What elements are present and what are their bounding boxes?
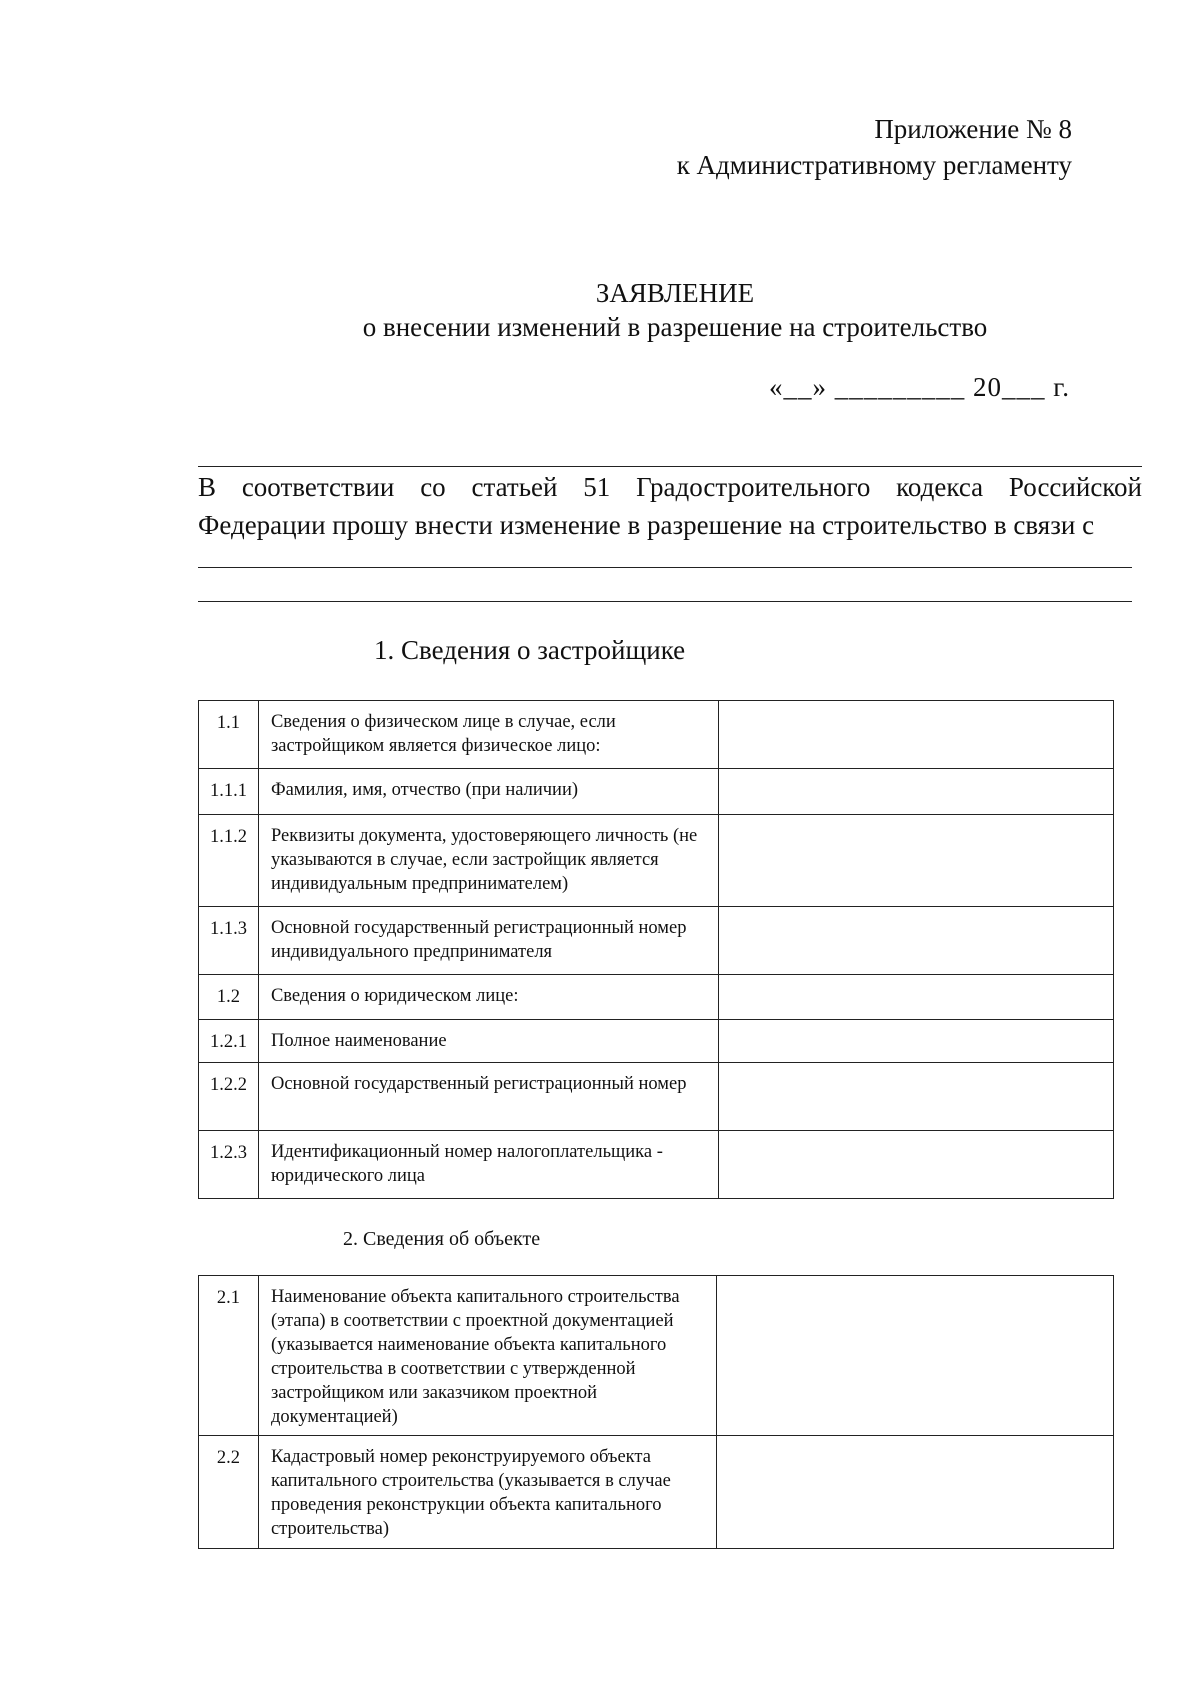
row-number: 1.1.3 <box>199 907 259 975</box>
row-number: 2.2 <box>199 1436 259 1549</box>
table-row <box>199 1436 1114 1549</box>
row-label: Основной государственный регистрационный номер <box>258 1063 718 1131</box>
row-value-field[interactable] <box>718 769 1113 815</box>
section2-heading: 2. Сведения об объекте <box>343 1228 541 1250</box>
table-row <box>199 815 1114 907</box>
section1-heading: 1. Сведения о застройщике <box>374 635 686 665</box>
intro-paragraph: В соответствии со статьей 51 Градостроительного кодекса Российской Федерации прошу внести изменение в разрешение на строительство в связи с <box>198 472 1142 540</box>
row-label: Сведения о юридическом лице: <box>258 975 718 1020</box>
table-row <box>199 1020 1114 1063</box>
document-title: ЗАЯВЛЕНИЕ <box>595 278 755 308</box>
row-number: 1.2.3 <box>199 1131 259 1199</box>
reason-blank-line-1[interactable] <box>198 567 1132 568</box>
row-value-field[interactable] <box>718 975 1113 1020</box>
top-divider <box>198 466 1142 467</box>
row-value-field[interactable] <box>716 1276 1113 1436</box>
row-number: 1.2.2 <box>199 1063 259 1131</box>
table-row <box>199 975 1114 1020</box>
row-label: Фамилия, имя, отчество (при наличии) <box>258 769 718 815</box>
row-number: 1.1.1 <box>199 769 259 815</box>
table-row <box>199 701 1114 769</box>
row-label: Реквизиты документа, удостоверяющего личность (не указываются в случае, если застройщик является индивидуальным предпринимателем) <box>258 815 718 907</box>
row-number: 2.1 <box>199 1276 259 1436</box>
table-row <box>199 769 1114 815</box>
row-number: 1.2 <box>199 975 259 1020</box>
row-number: 1.1 <box>199 701 259 769</box>
row-label: Полное наименование <box>258 1020 718 1063</box>
row-label: Наименование объекта капитального строительства (этапа) в соответствии с проектной документацией (указывается наименование объекта капитального строительства в соответствии с утвержденной застройщиком или заказчиком проектной документацией) <box>258 1276 716 1436</box>
developer-info-table <box>198 700 1114 1199</box>
row-value-field[interactable] <box>718 907 1113 975</box>
row-label: Основной государственный регистрационный номер индивидуального предпринимателя <box>258 907 718 975</box>
row-value-field[interactable] <box>718 815 1113 907</box>
row-value-field[interactable] <box>718 1020 1113 1063</box>
reason-blank-line-2[interactable] <box>198 601 1132 602</box>
object-info-table <box>198 1275 1114 1549</box>
table-row <box>199 907 1114 975</box>
row-value-field[interactable] <box>716 1436 1113 1549</box>
row-label: Кадастровый номер реконструируемого объекта капитального строительства (указывается в случае проведения реконструкции объекта капитального строительства) <box>258 1436 716 1549</box>
table-row <box>199 1276 1114 1436</box>
row-value-field[interactable] <box>718 701 1113 769</box>
document-subtitle: о внесении изменений в разрешение на строительство <box>362 312 988 342</box>
row-value-field[interactable] <box>718 1063 1113 1131</box>
annex-number: Приложение № 8 <box>874 114 1072 144</box>
row-number: 1.2.1 <box>199 1020 259 1063</box>
annex-reference: к Административному регламенту <box>676 150 1072 180</box>
row-value-field[interactable] <box>718 1131 1113 1199</box>
date-line[interactable]: «__» _________ 20___ г. <box>768 372 1070 402</box>
row-label: Сведения о физическом лице в случае, если застройщиком является физическое лицо: <box>258 701 718 769</box>
row-label: Идентификационный номер налогоплательщика - юридического лица <box>258 1131 718 1199</box>
table-row <box>199 1063 1114 1131</box>
row-number: 1.1.2 <box>199 815 259 907</box>
table-row <box>199 1131 1114 1199</box>
